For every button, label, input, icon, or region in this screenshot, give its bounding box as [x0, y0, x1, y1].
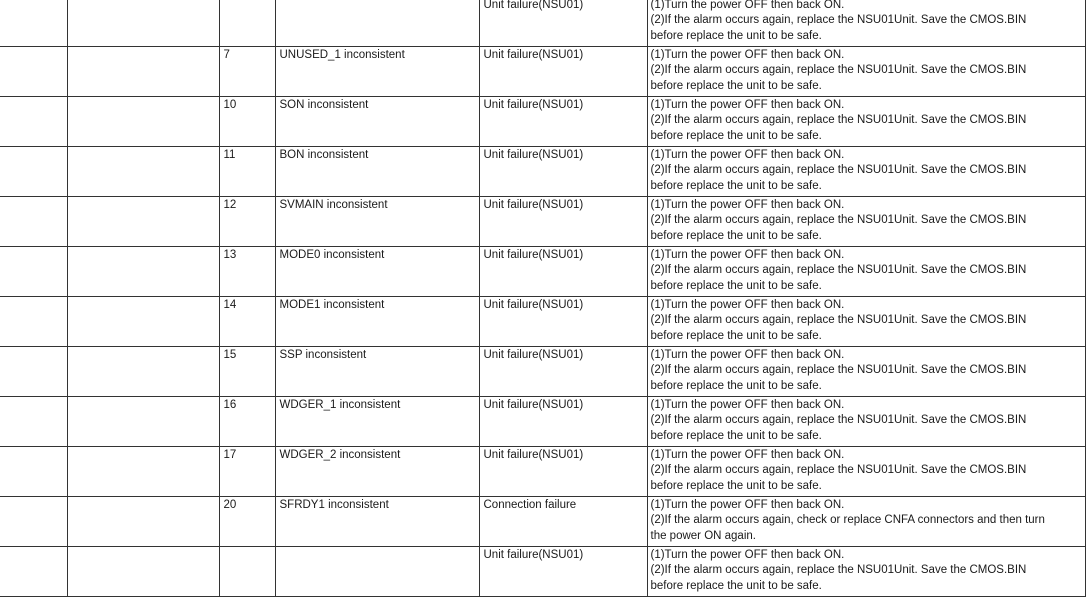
alarm-name-cell: SSP inconsistent: [275, 347, 479, 397]
table-row: [0, 397, 1085, 447]
action-line: before replace the unit to be safe.: [650, 79, 822, 92]
cause-cell: Unit failure(NSU01): [479, 397, 647, 447]
alarm-number-cell: 15: [219, 347, 275, 397]
action-line: (1)Turn the power OFF then back ON.: [650, 349, 845, 361]
alarm-number-cell: [219, 0, 275, 47]
cause-cell: Unit failure(NSU01): [479, 47, 647, 97]
action-cell: [647, 397, 1085, 447]
alarm-number-cell: 13: [219, 247, 275, 297]
action-line: (1)Turn the power OFF then back ON.: [650, 249, 845, 261]
alarm-number-cell: 7: [219, 47, 275, 97]
subcategory-cell: [67, 197, 219, 247]
action-cell: [647, 447, 1085, 497]
category-cell: [0, 97, 67, 147]
action-cell: [647, 547, 1085, 597]
category-cell: [0, 47, 67, 97]
cause-cell: Unit failure(NSU01): [479, 147, 647, 197]
table-row: [0, 447, 1085, 497]
table-row: [0, 497, 1085, 547]
table-row: [0, 297, 1085, 347]
category-cell: [0, 347, 67, 397]
action-line: (1)Turn the power OFF then back ON.: [650, 199, 845, 211]
action-line: before replace the unit to be safe.: [650, 229, 822, 242]
alarm-number-cell: 10: [219, 97, 275, 147]
subcategory-cell: [67, 497, 219, 547]
alarm-name-cell: [275, 0, 479, 47]
action-line: (1)Turn the power OFF then back ON.: [650, 299, 845, 311]
subcategory-cell: [67, 547, 219, 597]
action-line: (2)If the alarm occurs again, check or replace CNFA connectors and then turn: [650, 514, 1045, 527]
action-line: (2)If the alarm occurs again, replace the NSU01Unit. Save the CMOS.BIN: [650, 364, 1027, 377]
action-line: before replace the unit to be safe.: [650, 479, 822, 492]
action-line: (2)If the alarm occurs again, replace the NSU01Unit. Save the CMOS.BIN: [650, 214, 1027, 227]
action-cell: [647, 197, 1085, 247]
category-cell: [0, 397, 67, 447]
subcategory-cell: [67, 247, 219, 297]
action-line: before replace the unit to be safe.: [650, 179, 822, 192]
category-cell: [0, 197, 67, 247]
action-cell: [647, 47, 1085, 97]
table-row: [0, 197, 1085, 247]
subcategory-cell: [67, 397, 219, 447]
subcategory-cell: [67, 447, 219, 497]
action-line: (2)If the alarm occurs again, replace the NSU01Unit. Save the CMOS.BIN: [650, 464, 1027, 477]
action-line: (1)Turn the power OFF then back ON.: [650, 99, 845, 111]
subcategory-cell: [67, 0, 219, 47]
action-line: (2)If the alarm occurs again, replace the NSU01Unit. Save the CMOS.BIN: [650, 564, 1027, 577]
action-line: the power ON again.: [650, 529, 756, 542]
alarm-name-cell: [275, 547, 479, 597]
action-line: (2)If the alarm occurs again, replace the NSU01Unit. Save the CMOS.BIN: [650, 314, 1027, 327]
action-line: (2)If the alarm occurs again, replace the NSU01Unit. Save the CMOS.BIN: [650, 164, 1027, 177]
action-line: before replace the unit to be safe.: [650, 29, 822, 42]
category-cell: [0, 447, 67, 497]
action-line: (1)Turn the power OFF then back ON.: [650, 399, 845, 411]
cause-cell: Unit failure(NSU01): [479, 447, 647, 497]
table-row: [0, 47, 1085, 97]
action-cell: [647, 247, 1085, 297]
subcategory-cell: [67, 97, 219, 147]
cause-cell: Connection failure: [479, 497, 647, 547]
alarm-name-cell: SFRDY1 inconsistent: [275, 497, 479, 547]
alarm-number-cell: 11: [219, 147, 275, 197]
alarm-name-cell: BON inconsistent: [275, 147, 479, 197]
cause-cell: Unit failure(NSU01): [479, 247, 647, 297]
cause-cell: Unit failure(NSU01): [479, 547, 647, 597]
table-row: [0, 547, 1085, 597]
table-row: [0, 347, 1085, 397]
alarm-name-cell: SVMAIN inconsistent: [275, 197, 479, 247]
action-line: (1)Turn the power OFF then back ON.: [650, 499, 845, 511]
cause-cell: Unit failure(NSU01): [479, 297, 647, 347]
category-cell: [0, 297, 67, 347]
subcategory-cell: [67, 147, 219, 197]
action-cell: [647, 347, 1085, 397]
alarm-number-cell: 16: [219, 397, 275, 447]
alarm-name-cell: WDGER_2 inconsistent: [275, 447, 479, 497]
alarm-name-cell: SON inconsistent: [275, 97, 479, 147]
table-row: [0, 247, 1085, 297]
alarm-name-cell: MODE1 inconsistent: [275, 297, 479, 347]
action-line: before replace the unit to be safe.: [650, 579, 822, 592]
action-line: (1)Turn the power OFF then back ON.: [650, 0, 845, 11]
action-line: (2)If the alarm occurs again, replace the NSU01Unit. Save the CMOS.BIN: [650, 414, 1027, 427]
action-line: (1)Turn the power OFF then back ON.: [650, 549, 845, 561]
subcategory-cell: [67, 47, 219, 97]
category-cell: [0, 147, 67, 197]
alarm-number-cell: 14: [219, 297, 275, 347]
subcategory-cell: [67, 347, 219, 397]
action-line: (1)Turn the power OFF then back ON.: [650, 149, 845, 161]
alarm-number-cell: 20: [219, 497, 275, 547]
action-line: (1)Turn the power OFF then back ON.: [650, 449, 845, 461]
alarm-number-cell: 17: [219, 447, 275, 497]
action-line: (2)If the alarm occurs again, replace the NSU01Unit. Save the CMOS.BIN: [650, 64, 1027, 77]
action-line: before replace the unit to be safe.: [650, 329, 822, 342]
category-cell: [0, 497, 67, 547]
alarm-name-cell: WDGER_1 inconsistent: [275, 397, 479, 447]
category-cell: [0, 247, 67, 297]
category-cell: [0, 0, 67, 47]
category-cell: [0, 547, 67, 597]
action-cell: [647, 497, 1085, 547]
action-line: before replace the unit to be safe.: [650, 379, 822, 392]
action-line: (2)If the alarm occurs again, replace the NSU01Unit. Save the CMOS.BIN: [650, 14, 1027, 27]
action-line: before replace the unit to be safe.: [650, 429, 822, 442]
alarm-number-cell: [219, 547, 275, 597]
cause-cell: Unit failure(NSU01): [479, 197, 647, 247]
action-cell: [647, 297, 1085, 347]
alarm-name-cell: MODE0 inconsistent: [275, 247, 479, 297]
table-row: [0, 97, 1085, 147]
table-row: [0, 0, 1085, 47]
alarm-name-cell: UNUSED_1 inconsistent: [275, 47, 479, 97]
subcategory-cell: [67, 297, 219, 347]
action-line: (2)If the alarm occurs again, replace the NSU01Unit. Save the CMOS.BIN: [650, 264, 1027, 277]
table-row: [0, 147, 1085, 197]
action-cell: [647, 97, 1085, 147]
action-line: (1)Turn the power OFF then back ON.: [650, 49, 845, 61]
action-cell: [647, 147, 1085, 197]
action-cell: [647, 0, 1085, 47]
action-line: before replace the unit to be safe.: [650, 129, 822, 142]
alarm-number-cell: 12: [219, 197, 275, 247]
cause-cell: Unit failure(NSU01): [479, 97, 647, 147]
action-line: before replace the unit to be safe.: [650, 279, 822, 292]
cause-cell: Unit failure(NSU01): [479, 347, 647, 397]
action-line: (2)If the alarm occurs again, replace the NSU01Unit. Save the CMOS.BIN: [650, 114, 1027, 127]
cause-cell: Unit failure(NSU01): [479, 0, 647, 47]
